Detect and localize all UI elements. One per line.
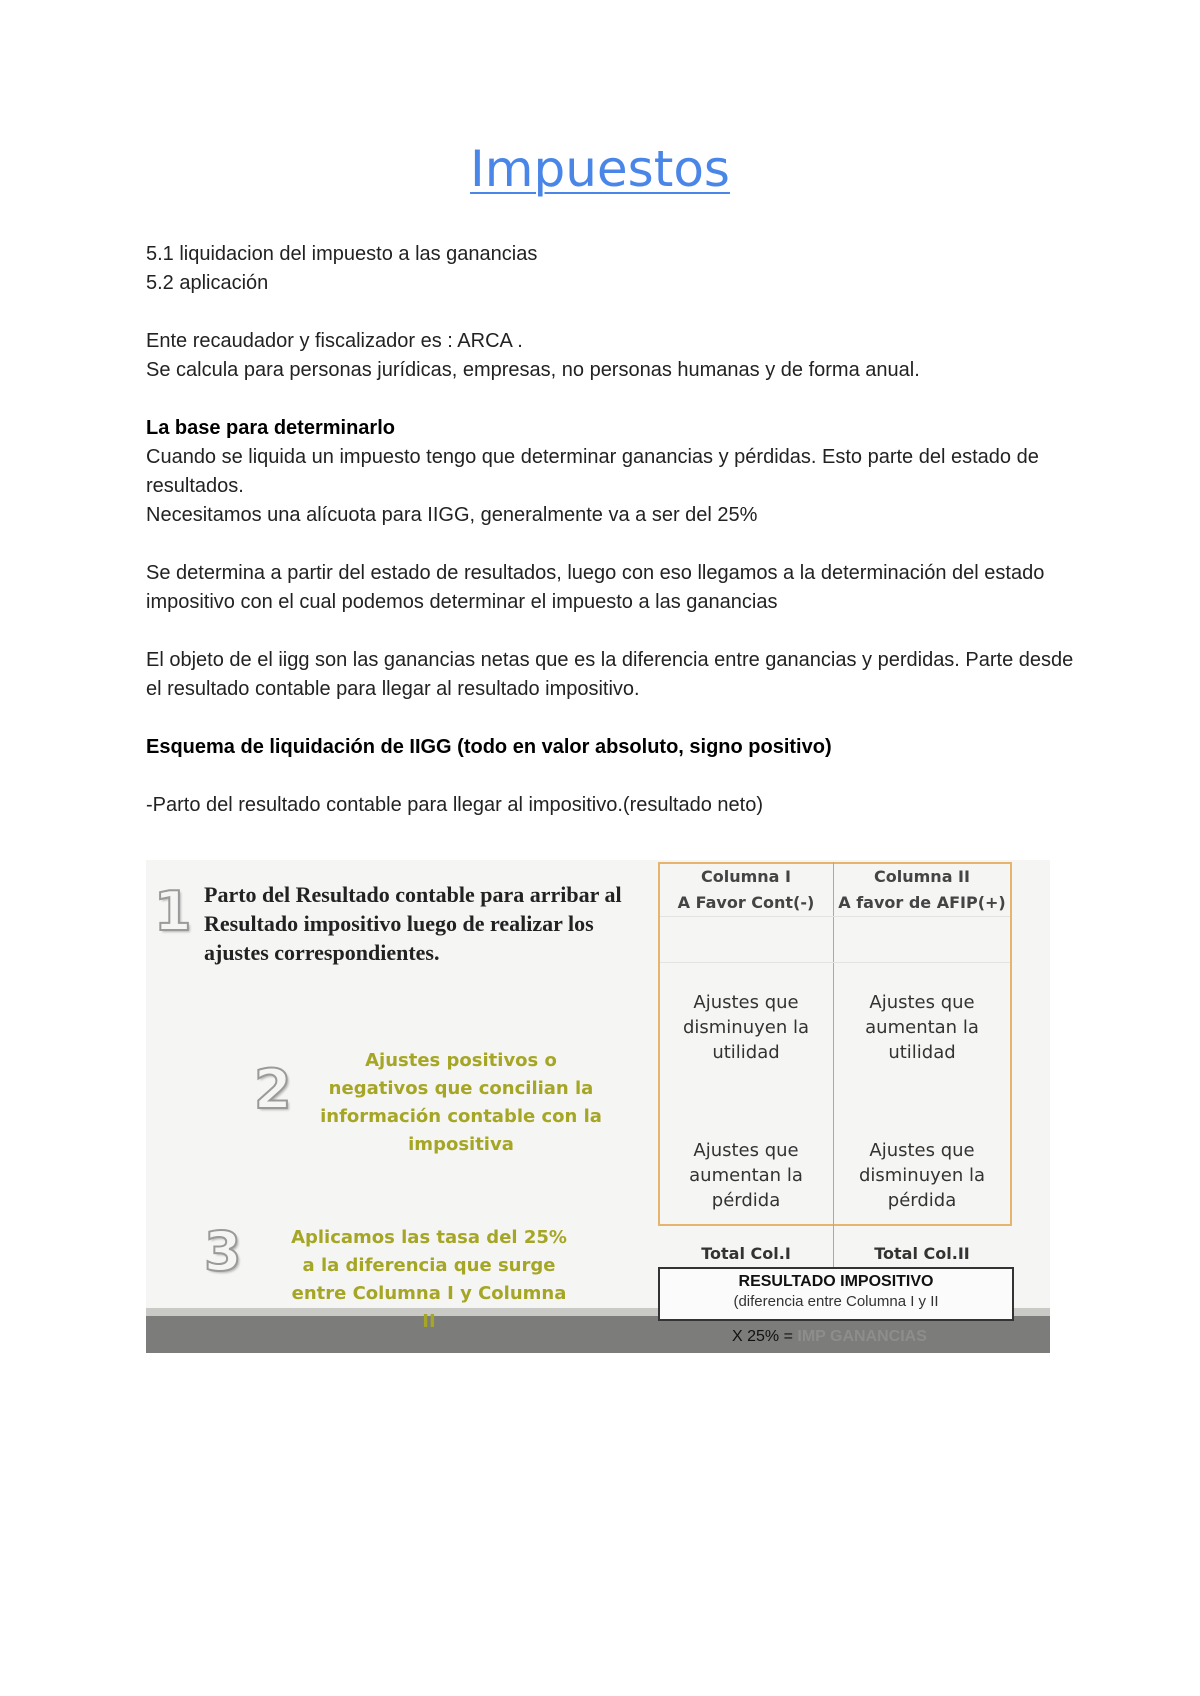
step-number-3: 3 — [204, 1220, 242, 1283]
section-heading: Esquema de liquidación de IIGG (todo en valor absoluto, signo positivo) — [146, 736, 832, 758]
column-2-title: Columna II — [874, 867, 970, 886]
column-1-header — [660, 864, 832, 916]
column-1-adjustment-2: Ajustes que aumentan la pérdida — [689, 1140, 803, 1211]
text-line: Necesitamos una alícuota para IIGG, generalmente va a ser del 25% — [146, 504, 758, 526]
column-2-subtitle: A favor de AFIP(+) — [838, 893, 1006, 912]
text-line: -Parto del resultado contable para llegar al impositivo.(resultado neto) — [146, 794, 764, 816]
column-1-title: Columna I — [701, 867, 791, 886]
text-line: 5.2 aplicación — [146, 272, 269, 294]
result-box — [658, 1267, 1014, 1321]
column-divider — [833, 862, 834, 1272]
step-2-text: Ajustes positivos o negativos que concilian la información contable con la impositiva — [320, 1050, 602, 1155]
result-subtitle: (diferencia entre Columna I y II — [733, 1293, 939, 1310]
section-heading: La base para determinarlo — [146, 417, 395, 439]
table-divider — [660, 916, 1010, 917]
tax-result-label: IMP GANANCIAS — [797, 1328, 927, 1345]
column-1-total: Total Col.I — [701, 1244, 791, 1263]
column-2-adjustment-2: Ajustes que disminuyen la pérdida — [858, 1140, 986, 1211]
tax-rate-line — [732, 1328, 927, 1346]
document-body — [146, 240, 1076, 820]
text-line: 5.1 liquidacion del impuesto a las ganancias — [146, 243, 538, 265]
table-divider — [660, 962, 1010, 963]
tax-rate-label: X 25% = — [732, 1328, 793, 1345]
result-title: RESULTADO IMPOSITIVO — [738, 1273, 934, 1290]
step-3-text: Aplicamos las tasa del 25% a la diferencia que surge entre Columna I y Columna II — [291, 1227, 567, 1332]
text-paragraph: Se determina a partir del estado de resultados, luego con eso llegamos a la determinación del estado impositivo con el cual podemos determinar el impuesto a las ganancias — [146, 562, 1045, 613]
column-1-subtitle: A Favor Cont(-) — [677, 893, 815, 912]
column-2-adjustment-1: Ajustes que aumentan la utilidad — [865, 992, 979, 1063]
text-line: Ente recaudador y fiscalizador es : ARCA . — [146, 330, 523, 352]
column-2-total: Total Col.II — [874, 1244, 970, 1263]
step-number-2: 2 — [254, 1058, 292, 1121]
step-number-1: 1 — [154, 880, 192, 943]
liquidation-scheme-diagram — [146, 860, 1050, 1353]
text-paragraph: Cuando se liquida un impuesto tengo que determinar ganancias y pérdidas. Esto parte del estado de resultados. — [146, 446, 1039, 497]
document-title: Impuestos — [470, 140, 730, 198]
text-paragraph: El objeto de el iigg son las ganancias netas que es la diferencia entre ganancias y perdidas. Parte desde el resultado contable para llegar al resultado impositivo. — [146, 649, 1074, 700]
column-1-adjustment-1: Ajustes que disminuyen la utilidad — [682, 992, 810, 1063]
text-line: Se calcula para personas jurídicas, empresas, no personas humanas y de forma anual. — [146, 359, 920, 381]
step-1-text: Parto del Resultado contable para arribar al Resultado impositivo luego de realizar los ajustes correspondientes. — [204, 882, 622, 965]
column-2-header — [834, 864, 1010, 916]
